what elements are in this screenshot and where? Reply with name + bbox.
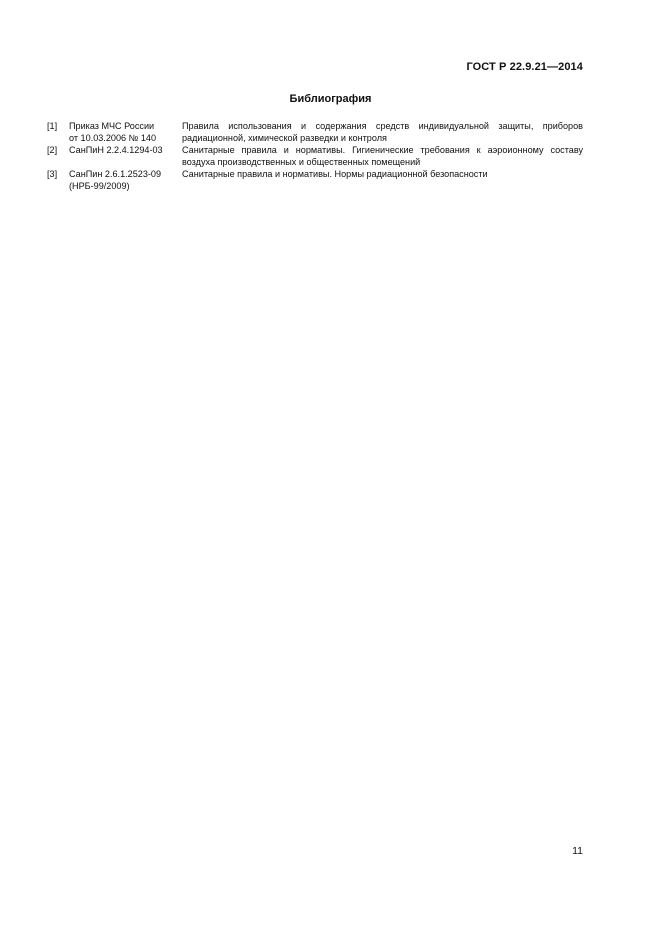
entry-description-line: Правила использования и содержания средств индивидуальной защиты, приборов: [182, 121, 583, 131]
entry-description-line: Санитарные правила и нормативы. Нормы радиационной безопасности: [182, 168, 488, 179]
entry-source: СанПиН 2.2.4.1294-03: [69, 144, 163, 155]
entry-description: [182, 169, 583, 181]
section-title: Библиография: [289, 93, 372, 105]
entry-number: [2]: [47, 144, 58, 155]
entry-number: [3]: [47, 168, 58, 179]
bibliography-list: [47, 121, 583, 192]
entry-description-line: Санитарные правила и нормативы. Гигиенические требования к аэроионному составу: [182, 144, 583, 155]
bibliography-entry: [47, 169, 583, 193]
entry-source: Приказ МЧС России от 10.03.2006 № 140: [69, 121, 157, 143]
document-code: ГОСТ Р 22.9.21—2014: [466, 61, 583, 73]
bibliography-entry: [47, 121, 583, 145]
entry-number: [1]: [47, 121, 58, 131]
page-number: 11: [572, 845, 583, 857]
bibliography-entry: [47, 145, 583, 169]
entry-description: [182, 121, 583, 145]
entry-description: [182, 145, 583, 169]
entry-description-line: радиационной, химической разведки и контроля: [182, 132, 387, 143]
entry-description-line: воздуха производственных и общественных помещений: [182, 156, 421, 167]
entry-source: СанПин 2.6.1.2523-09 (НРБ-99/2009): [69, 168, 162, 191]
